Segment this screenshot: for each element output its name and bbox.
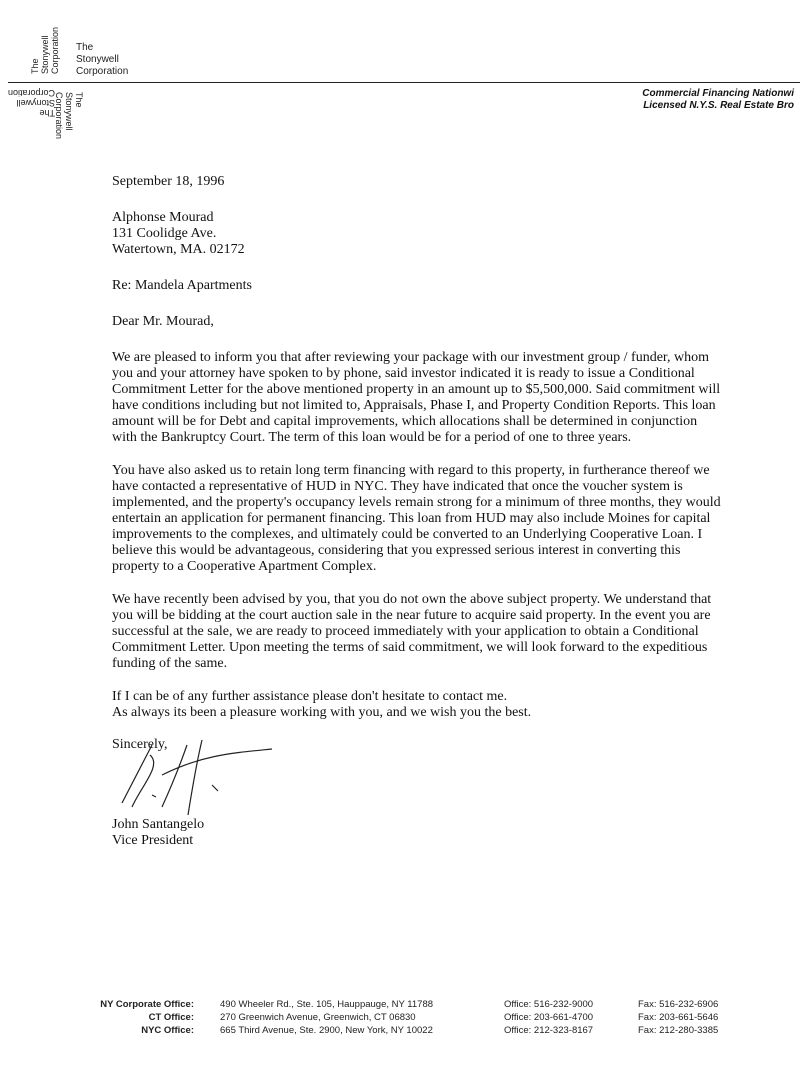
company-logo — [8, 8, 138, 158]
office-label: NY Corporate Office: — [100, 999, 194, 1010]
logo-mirrored-text — [8, 88, 55, 118]
logo-line: Stonywell — [16, 98, 56, 108]
signer-name: John Santangelo — [112, 817, 205, 832]
handwritten-signature — [92, 735, 312, 825]
signature-area — [112, 753, 722, 817]
logo-line: Corporation — [76, 66, 129, 77]
recipient-name: Alphonse Mourad — [112, 210, 214, 225]
footer-row — [40, 1024, 800, 1037]
paragraph: We have recently been advised by you, that you do not own the above subject property. We understand that you will be bidding at the court auction sale in the near future to acquire said property. In the event you are successful at the sale, we are ready to proceed immediately with your application to obtain a Conditional Commitment Letter. Upon meeting the terms of said commitment, we will look forward to the expeditious funding of the same. — [112, 592, 712, 671]
tagline-line-1: Commercial Financing Nationwi — [642, 88, 794, 99]
tagline-line-2: Licensed N.Y.S. Real Estate Bro — [643, 100, 794, 111]
letter-body — [112, 174, 722, 849]
header-tagline — [642, 88, 794, 112]
office-phone: Office: 203-661-4700 — [504, 1012, 594, 1023]
header-rule — [8, 82, 800, 83]
logo-vertical-text-lower — [54, 92, 84, 139]
logo-line: Stonywell — [40, 35, 50, 74]
paragraph: You have also asked us to retain long term financing with regard to this property, in furtherance thereof we have contacted a representative of HUD in NYC. They have indicated that once the voucher system is implemented, and the property's occupancy levels remain strong for a minimum of three months, they would entertain an application for permanent financing. This loan from HUD may also include Moines for capital improvements to the complexes, and ultimately could be converted to an Underlying Cooperative Loan. I believe this would be advantageous, considering that you expressed serious interest in converting this property to a Cooperative Apartment Complex. — [112, 463, 721, 574]
logo-vertical-text — [30, 27, 60, 74]
office-fax: Fax: 516-232-6906 — [638, 999, 719, 1010]
logo-horizontal-text — [76, 42, 128, 78]
office-phone: Office: 516-232-9000 — [504, 999, 594, 1010]
recipient-city: Watertown, MA. 02172 — [112, 242, 245, 257]
logo-line: Corporation — [54, 92, 64, 140]
logo-line: Stonywell — [76, 54, 119, 65]
office-label: NYC Office: — [141, 1025, 194, 1036]
office-address: 490 Wheeler Rd., Ste. 105, Hauppauge, NY 11788 — [220, 999, 434, 1010]
closing-remarks — [112, 689, 722, 721]
office-label: CT Office: — [148, 1012, 194, 1023]
signoff: Sincerely, — [112, 737, 168, 752]
recipient-street: 131 Coolidge Ave. — [112, 226, 217, 241]
logo-line: The — [74, 92, 84, 108]
signer-title: Vice President — [112, 833, 194, 848]
logo-line: The — [39, 108, 56, 118]
letterhead-footer — [40, 998, 800, 1037]
logo-line: Corporation — [50, 26, 60, 74]
logo-line: Stonywell — [64, 92, 74, 131]
office-fax: Fax: 212-280-3385 — [638, 1025, 719, 1036]
salutation: Dear Mr. Mourad, — [112, 314, 214, 329]
office-phone: Office: 212-323-8167 — [504, 1025, 594, 1036]
logo-line: The — [76, 42, 94, 53]
office-address: 665 Third Avenue, Ste. 2900, New York, NY 10022 — [220, 1025, 433, 1036]
letter-date: September 18, 1996 — [112, 174, 225, 189]
office-fax: Fax: 203-661-5646 — [638, 1012, 719, 1023]
footer-row — [40, 998, 800, 1011]
logo-line: Corporation — [8, 88, 56, 98]
subject-line: Re: Mandela Apartments — [112, 278, 252, 293]
paragraph: We are pleased to inform you that after reviewing your package with our investment group / funder, whom you and your attorney have spoken to by phone, said investor indicated it is ready to issue a Conditional Commitment Letter for the above mentioned property in an amount up to $5,500,000. Said commitment will have conditions including but not limited to, Appraisals, Phase I, and Property Condition Reports. This loan amount will be for Debt and capital improvements, which allocations shall be determined in conjunction with the Bankruptcy Court. The term of this loan would be for a period of one to three years. — [112, 350, 721, 445]
footer-row — [40, 1011, 800, 1024]
closing-line: If I can be of any further assistance please don't hesitate to contact me. — [112, 689, 508, 704]
office-address: 270 Greenwich Avenue, Greenwich, CT 06830 — [220, 1012, 416, 1023]
closing-line: As always its been a pleasure working with you, and we wish you the best. — [112, 705, 532, 720]
logo-line: The — [30, 58, 40, 74]
recipient-address — [112, 210, 722, 258]
